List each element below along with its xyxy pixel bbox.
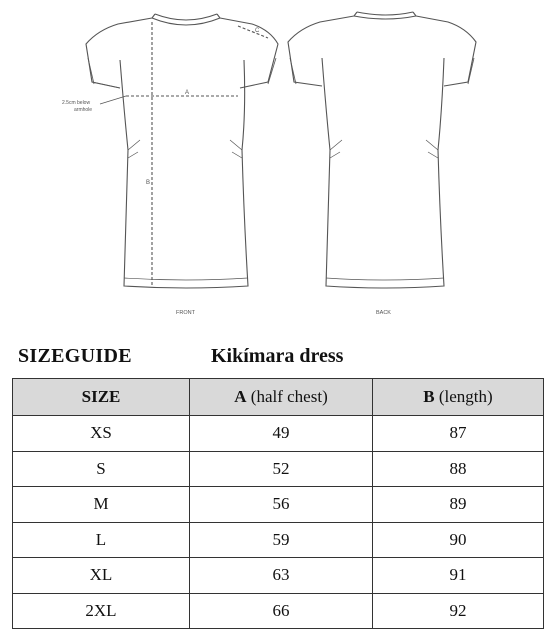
measure-a-label: A <box>185 90 190 96</box>
cell-length: 88 <box>373 451 544 487</box>
cell-size: XS <box>13 416 190 452</box>
product-name: Kikímara dress <box>211 345 344 367</box>
back-view-drawing <box>288 12 476 288</box>
size-guide-heading <box>16 345 546 375</box>
front-view-drawing <box>86 14 278 288</box>
cell-length: 90 <box>373 522 544 558</box>
back-label: BACK <box>376 310 391 316</box>
front-label: FRONT <box>176 310 195 316</box>
cell-length: 89 <box>373 487 544 523</box>
table-row <box>13 451 544 487</box>
cell-half-chest: 52 <box>190 451 373 487</box>
cell-half-chest: 66 <box>190 593 373 629</box>
size-table <box>12 378 544 629</box>
header-length: B (length) <box>373 379 544 416</box>
armhole-note-line1: 2.5cm below <box>62 100 91 106</box>
cell-half-chest: 63 <box>190 558 373 594</box>
table-row <box>13 522 544 558</box>
cell-half-chest: 56 <box>190 487 373 523</box>
cell-size: L <box>13 522 190 558</box>
measure-b-label: B <box>146 180 151 186</box>
measure-c-label: C <box>255 28 260 34</box>
cell-half-chest: 59 <box>190 522 373 558</box>
cell-size: M <box>13 487 190 523</box>
table-header-row <box>13 379 544 416</box>
cell-size: S <box>13 451 190 487</box>
armhole-note-line2: armhole <box>74 107 93 113</box>
table-row <box>13 593 544 629</box>
cell-half-chest: 49 <box>190 416 373 452</box>
cell-length: 92 <box>373 593 544 629</box>
cell-size: XL <box>13 558 190 594</box>
cell-length: 91 <box>373 558 544 594</box>
cell-length: 87 <box>373 416 544 452</box>
cell-size: 2XL <box>13 593 190 629</box>
table-row <box>13 487 544 523</box>
header-half-chest: A (half chest) <box>190 379 373 416</box>
table-row <box>13 416 544 452</box>
size-guide-title: SIZEGUIDE <box>18 345 132 367</box>
header-size: SIZE <box>13 379 190 416</box>
table-row <box>13 558 544 594</box>
